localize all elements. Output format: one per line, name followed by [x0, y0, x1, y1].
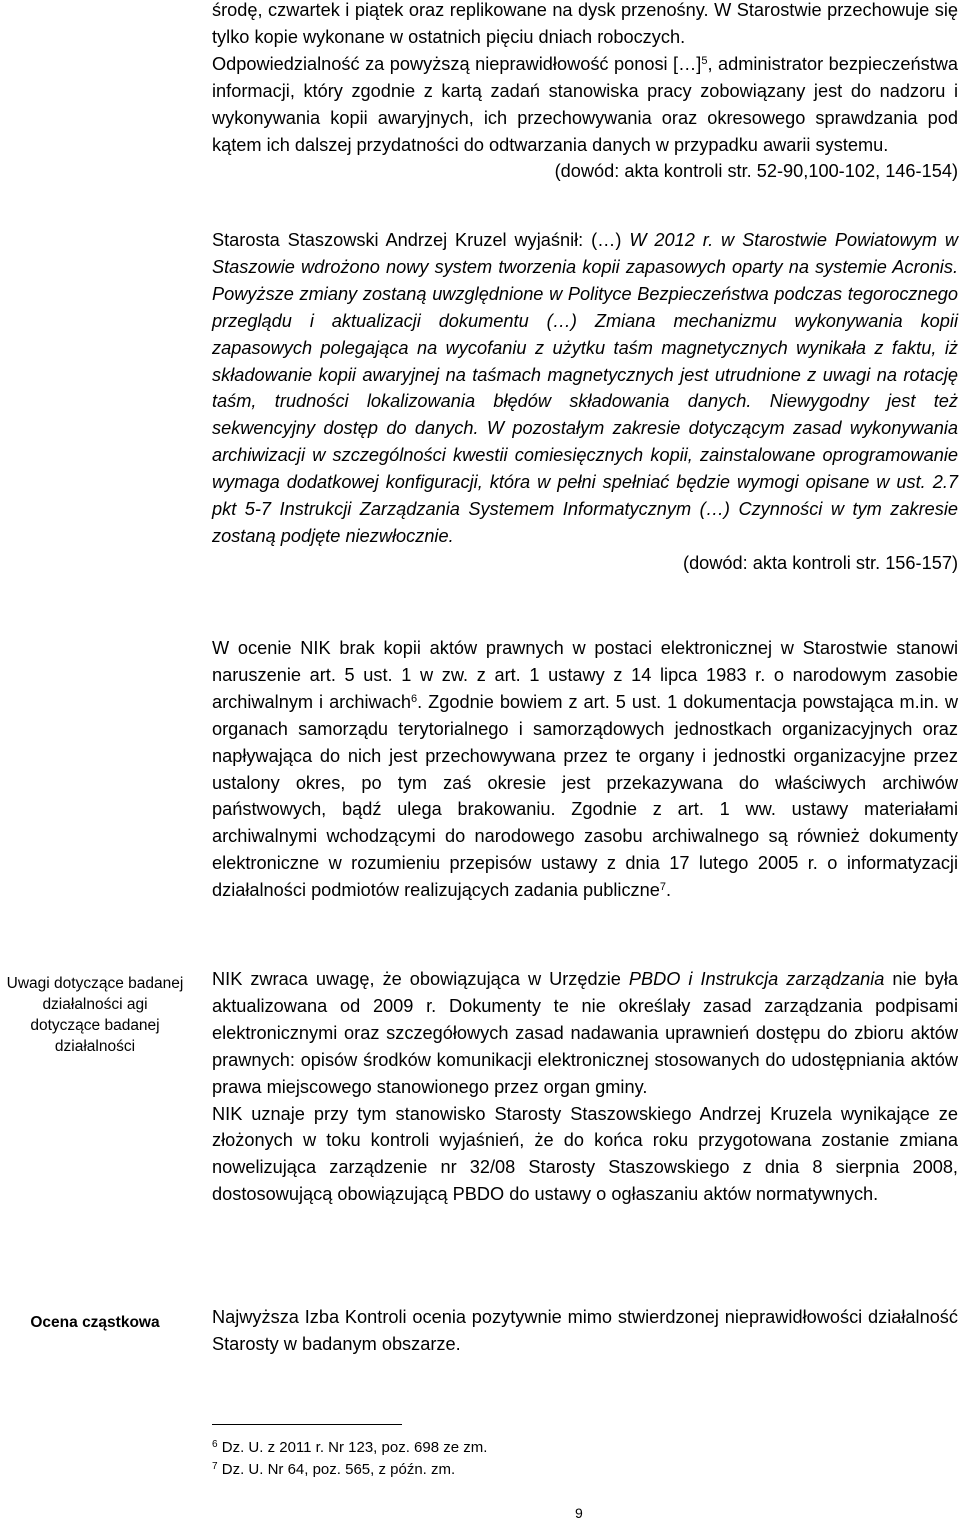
paragraph: [212, 635, 958, 904]
section-partial-rating: [212, 1304, 958, 1358]
sidebar-rating-label: Ocena cząstkowa: [30, 1314, 160, 1331]
text-span: nie była aktualizowana od 2009 r. Dokumenty te nie określały zasad zarządzania podpisami elektronicznymi oraz szczegółowych zasad nadawania uprawnień dostępu do zbioru aktów prawnych: opisów środków komunikacji elektronicznej stosowanych do udostępniania aktów prawa miejscowego stanowionego przez organ gminy.: [212, 969, 958, 1097]
paragraph: [212, 227, 958, 550]
text-span: . Zgodnie bowiem z art. 5 ust. 1 dokumentacja powstająca m.in. w organach samorządu terytorialnego i samorządowych jednostkach organizacyjnych oraz napływająca do nich jest przechowywana przez te organy i jednostki organizacyjne przez ustalony okres, po tym zaś okresie jest przekazywana do właściwych archiwów państwowych, bądź ulega brakowaniu. Zgodnie z art. 1 ww. ustawy materiałami archiwalnymi wchodzącymi do narodowego zasobu archiwalnego są również dokumenty elektroniczne w rozumieniu przepisów ustawy z dnia 17 lutego 2005 r. o informatyzacji działalności podmiotów realizujących zadania publiczne: [212, 691, 958, 901]
paragraph: [212, 966, 958, 1101]
text-span: NIK zwraca uwagę, że obowiązująca w Urzędzie: [212, 969, 629, 989]
quote-text: W 2012 r. w Starostwie Powiatowym w Staszowie wdrożono nowy system tworzenia kopii zapasowych oparty na systemie Acronis. Powyższe zmiany zostaną uwzględnione w Polityce Bezpieczeństwa podczas tegorocznego przeglądu i aktualizacji dokumentu (…) Zmiana mechanizmu wykonywania kopii zapasowych polegająca na wycofaniu z użytku taśm magnetycznych wynikała z faktu, iż składowanie kopii awaryjnej na taśmach magnetycznych jest utrudnione z uwagi na rotację taśm, trudności lokalizowania błędów składowania danych. Niewygodny jest też sekwencyjny dostęp do danych. W pozostałym zakresie dotyczącym zasad wykonywania archiwizacji w szczególności kwestii comiesięcznych kopii, zainstalowane oprogramowanie wymaga dodatkowej konfiguracji, która w pełni spełniać będzie wymogi opisane w ust. 2.7 pkt 5-7 Instrukcji Zarządzania Systemem Informatycznym (…) Czynności w tym zakresie zostaną podjęte niezwłocznie.: [212, 230, 958, 546]
sidebar-remarks-label: Uwagi dotyczące badanej działalności agi dotyczące badanej działalności: [6, 975, 184, 1055]
footnote-number: 6: [212, 1439, 218, 1450]
paragraph: NIK uznaje przy tym stanowisko Starosty Staszowskiego Andrzej Kruzela wynikające ze złożonych w toku kontroli wyjaśnień, że do końca roku przygotowana zostanie zmiana nowelizująca zarządzenie nr 32/08 Starosty Staszowskiego z dnia 8 sierpnia 2008, dostosowującą obowiązującą PBDO do ustawy o ogłaszaniu aktów normatywnych.: [212, 1103, 958, 1205]
text-span: Odpowiedzialność za powyższą nieprawidłowość ponosi […]: [212, 53, 702, 74]
footnote-text: Dz. U. Nr 64, poz. 565, z późn. zm.: [221, 1461, 456, 1478]
italic-text: PBDO i Instrukcja zarządzania: [628, 969, 885, 989]
footnote-text: Dz. U. z 2011 r. Nr 123, poz. 698 ze zm.: [221, 1439, 488, 1456]
footnote-divider: [212, 1424, 402, 1425]
text-span: , administrator bezpieczeństwa informacji, który zgodnie z kartą zadań stanowiska pracy zobowiązany jest do nadzoru i wykonywania kopii awaryjnych, ich przechowywania oraz okresowego sprawdzania pod kątem ich dalszej przydatności do odtwarzania danych w przypadku awarii systemu.: [212, 53, 959, 155]
footnote: [212, 1437, 487, 1459]
evidence-reference: (dowód: akta kontroli str. 156-157): [683, 552, 958, 573]
section-backup-findings: [212, 0, 958, 185]
footnote-ref: 6: [410, 692, 418, 705]
footnote-number: 7: [212, 1461, 218, 1472]
page-number: 9: [575, 1505, 583, 1521]
section-nik-assessment: [212, 635, 958, 904]
footnote-ref: 7: [659, 881, 666, 894]
paragraph: [212, 51, 958, 159]
section-remarks: [212, 966, 958, 1208]
footnotes: [212, 1437, 487, 1481]
paragraph: Najwyższa Izba Kontroli ocenia pozytywnie mimo stwierdzonej nieprawidłowości działalność Starosty w badanym obszarze.: [212, 1307, 958, 1354]
section-starosta-explanation: [212, 227, 958, 577]
evidence-reference: (dowód: akta kontroli str. 52-90,100-102, 146-154): [554, 161, 958, 182]
text-span: W ocenie NIK brak kopii aktów prawnych w postaci elektronicznej w Starostwie stanowi naruszenie art. 5 ust. 1 w zw. z art. 1 ustawy z 14 lipca 1983 r. o narodowym zasobie archiwalnym i archiwach: [212, 638, 958, 712]
text-span: .: [666, 880, 672, 901]
paragraph: środę, czwartek i piątek oraz replikowane na dysk przenośny. W Starostwie przechowuje się tylko kopie wykonane w ostatnich pięciu dniach roboczych.: [212, 0, 958, 47]
text-span: Starosta Staszowski Andrzej Kruzel wyjaśnił: (…): [212, 230, 630, 250]
footnote-ref: 5: [701, 54, 708, 67]
footnote: [212, 1459, 487, 1481]
